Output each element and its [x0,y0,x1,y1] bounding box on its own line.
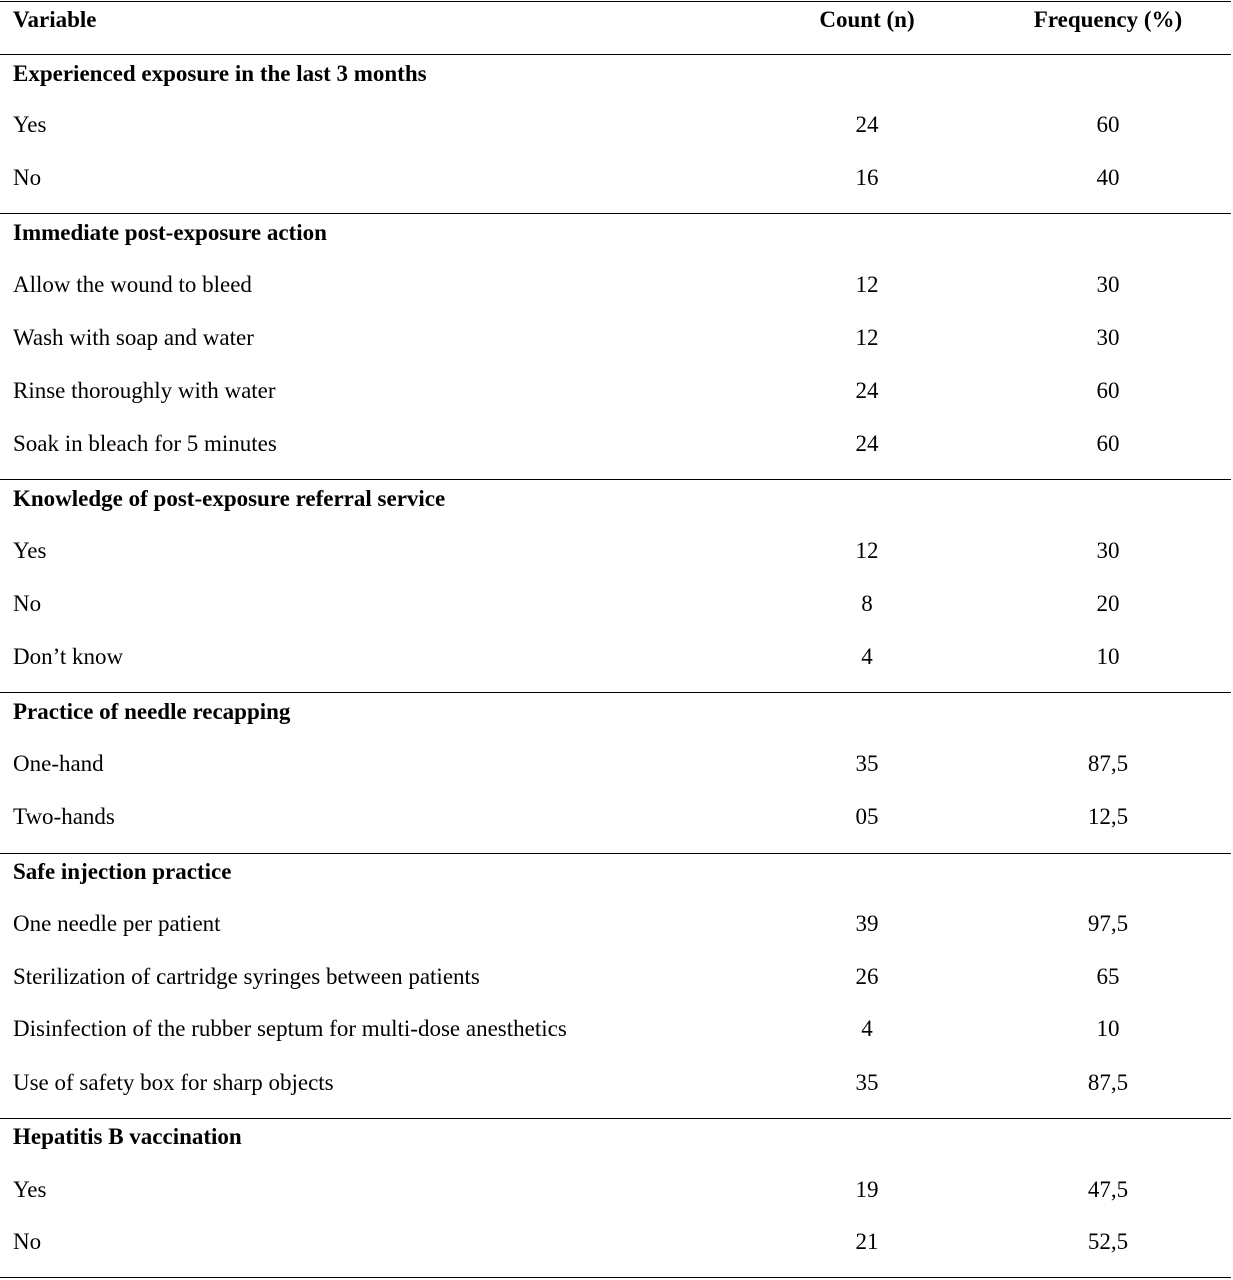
row-label: Allow the wound to bleed [13,272,252,297]
section-title-text: Practice of needle recapping [13,699,291,724]
row-label: Yes [13,538,47,563]
section-rule [0,692,1231,693]
row-frequency: 40 [1096,165,1120,190]
row-count: 39 [855,911,879,936]
header-count: Count (n) [819,7,915,32]
row-count: 12 [855,325,879,350]
row-frequency: 52,5 [1087,1229,1129,1254]
section-title [0,1119,1233,1155]
table-row [0,107,1233,143]
row-frequency: 47,5 [1087,1177,1129,1202]
table-row [0,1065,1233,1101]
row-label: Soak in bleach for 5 minutes [13,431,277,456]
table-row [0,906,1233,942]
section-title-text: Knowledge of post-exposure referral service [13,486,446,511]
table-header-row [0,2,1233,38]
row-frequency: 60 [1096,378,1120,403]
row-count: 4 [861,1016,873,1041]
table-row [0,320,1233,356]
row-frequency: 30 [1096,538,1120,563]
row-frequency: 10 [1096,1016,1120,1041]
row-count: 35 [855,1070,879,1095]
section-title-text: Hepatitis B vaccination [13,1124,242,1149]
section-title [0,854,1233,890]
row-frequency: 60 [1096,431,1120,456]
row-frequency: 65 [1096,964,1120,989]
row-label: No [13,165,42,190]
row-label: Yes [13,112,47,137]
row-label: Sterilization of cartridge syringes between patients [13,964,480,989]
row-label: One-hand [13,751,104,776]
table-row [0,1172,1233,1208]
row-count: 05 [855,804,879,829]
row-count: 24 [855,378,879,403]
row-count: 35 [855,751,879,776]
row-label: Yes [13,1177,47,1202]
row-count: 26 [855,964,879,989]
row-count: 24 [855,431,879,456]
row-frequency: 12,5 [1087,804,1129,829]
row-count: 21 [855,1229,879,1254]
table-row [0,746,1233,782]
row-label: Don’t know [13,644,124,669]
table-row [0,533,1233,569]
section-title [0,694,1233,730]
header-rule [0,54,1231,55]
table-row [0,1224,1233,1260]
row-frequency: 10 [1096,644,1120,669]
row-frequency: 20 [1096,591,1120,616]
header-frequency: Frequency (%) [1033,7,1183,32]
row-count: 16 [855,165,879,190]
row-frequency: 87,5 [1087,1070,1129,1095]
table-row [0,959,1233,995]
section-title [0,481,1233,517]
row-label: No [13,591,42,616]
table-bottom-rule [0,1277,1231,1278]
row-label: Disinfection of the rubber septum for multi-dose anesthetics [13,1016,567,1041]
row-count: 19 [855,1177,879,1202]
row-frequency: 97,5 [1087,911,1129,936]
table-row [0,1011,1233,1047]
row-label: Two-hands [13,804,115,829]
row-frequency: 30 [1096,325,1120,350]
row-frequency: 60 [1096,112,1120,137]
table-row [0,639,1233,675]
section-title-text: Experienced exposure in the last 3 months [13,61,427,86]
section-rule [0,479,1231,480]
table-row [0,799,1233,835]
row-frequency: 30 [1096,272,1120,297]
row-count: 24 [855,112,879,137]
row-frequency: 87,5 [1087,751,1129,776]
row-label: Rinse thoroughly with water [13,378,276,403]
row-label: Use of safety box for sharp objects [13,1070,334,1095]
table-row [0,373,1233,409]
table-row [0,586,1233,622]
section-rule [0,213,1231,214]
table-row [0,160,1233,196]
row-count: 12 [855,538,879,563]
row-count: 8 [861,591,873,616]
table-row [0,267,1233,303]
table-row [0,426,1233,462]
row-label: One needle per patient [13,911,221,936]
row-label: Wash with soap and water [13,325,254,350]
section-title [0,215,1233,251]
row-count: 12 [855,272,879,297]
section-title-text: Safe injection practice [13,859,232,884]
section-title [0,56,1233,92]
row-count: 4 [861,644,873,669]
row-label: No [13,1229,42,1254]
section-title-text: Immediate post-exposure action [13,220,327,245]
header-variable: Variable [13,7,97,32]
